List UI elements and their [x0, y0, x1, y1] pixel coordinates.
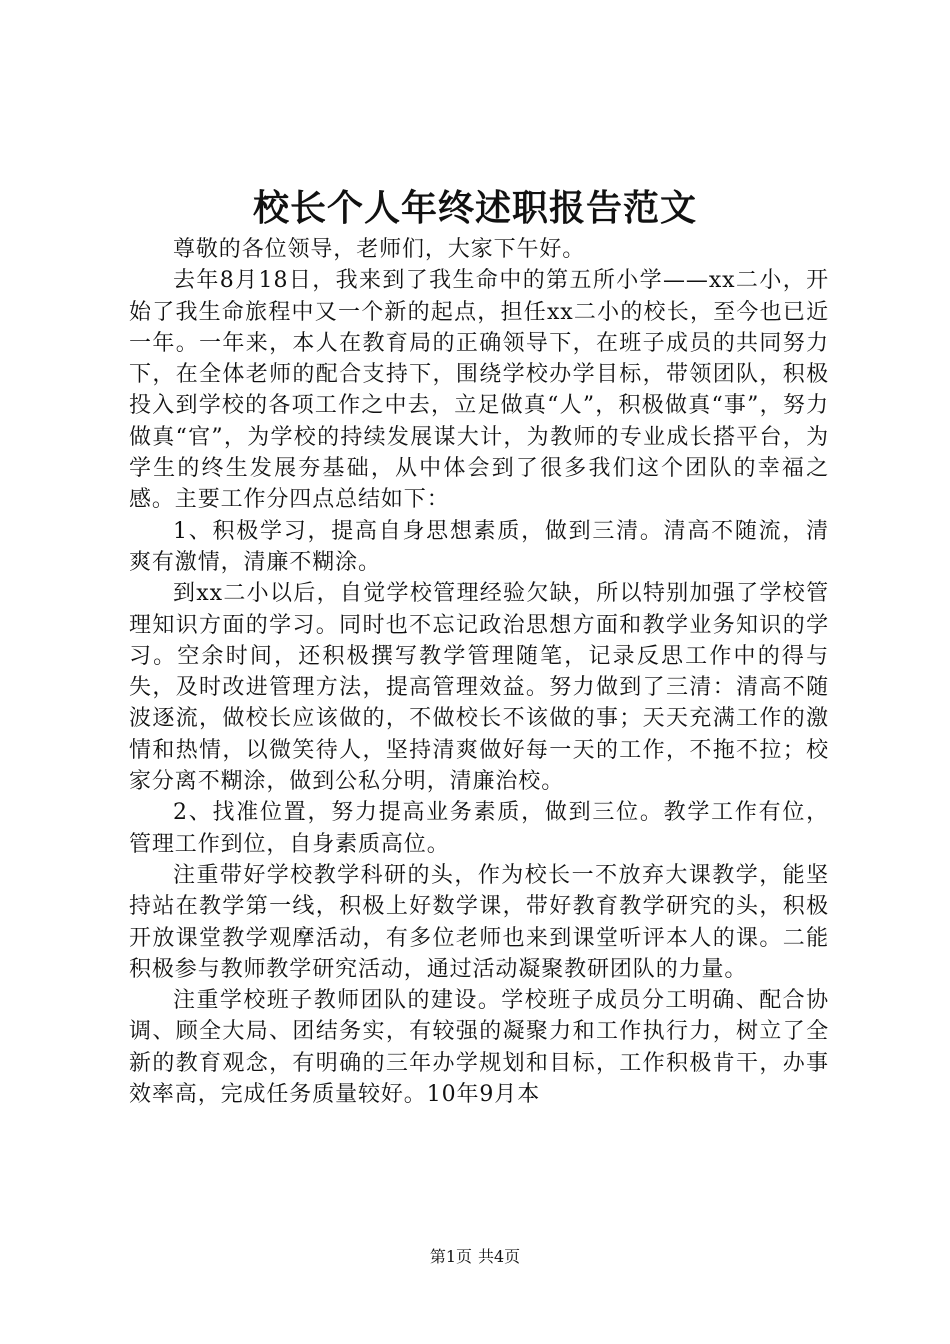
document-title: 校长个人年终述职报告范文 — [252, 187, 697, 229]
paragraph-point-1-body: 到xx二小以后，自觉学校管理经验欠缺，所以特别加强了学校管理知识方面的学习。同时也不忘记政治思想方面和教学业务知识的学习。空余时间，还积极撰写教学管理随笔，记录反思工作中的得与失，及时改进管理方法，提高管理效益。努力做到了三清：清高不随波逐流，做校长应该做的，不做校长不该做的事；天天充满工作的激情和热情，以微笑待人，坚持清爽做好每一天的工作，不拖不拉；校家分离不糊涂，做到公私分明，清廉治校。 — [129, 581, 829, 795]
paragraph-point-1-heading: 1、积极学习，提高自身思想素质，做到三清。清高不随流，清爽有激情，清廉不糊涂。 — [129, 518, 829, 575]
paragraph-intro: 去年8月18日，我来到了我生命中的第五所小学——xx二小，开始了我生命旅程中又一个新的起点，担任xx二小的校长，至今也已近一年。一年来，本人在教育局的正确领导下，在班子成员的共同努力下，在全体老师的配合支持下，围绕学校办学目标，带领团队，积极投入到学校的各项工作之中去，立足做真“人”，积极做真“事”，努力做真“官”，为学校的持续发展谋大计，为教师的专业成长搭平台，为学生的终生发展夯基础，从中体会到了很多我们这个团队的幸福之感。主要工作分四点总结如下： — [129, 268, 829, 513]
paragraph-team-building: 注重学校班子教师团队的建设。学校班子成员分工明确、配合协调、顾全大局、团结务实，有较强的凝聚力和工作执行力，树立了全新的教育观念，有明确的三年办学规划和目标，工作积极肯干，办事效率高，完成任务质量较好。10年9月本 — [129, 988, 829, 1108]
paragraph-greeting: 尊敬的各位领导，老师们，大家下午好。 — [173, 237, 586, 262]
paragraph-point-2-heading: 2、找准位置，努力提高业务素质，做到三位。教学工作有位，管理工作到位，自身素质高位。 — [129, 800, 829, 857]
page-total: 共4页 — [478, 1247, 521, 1266]
document-body — [129, 234, 829, 1110]
page-number: 第1页 — [429, 1247, 472, 1266]
page-footer — [0, 1245, 950, 1269]
paragraph-point-2-body: 注重带好学校教学科研的头，作为校长一不放弃大课教学，能坚持站在教学第一线，积极上好数学课，带好教育教学研究的头，积极开放课堂教学观摩活动，有多位老师也来到课堂听评本人的课。二能积极参与教师教学研究活动，通过活动凝聚教研团队的力量。 — [129, 862, 829, 982]
